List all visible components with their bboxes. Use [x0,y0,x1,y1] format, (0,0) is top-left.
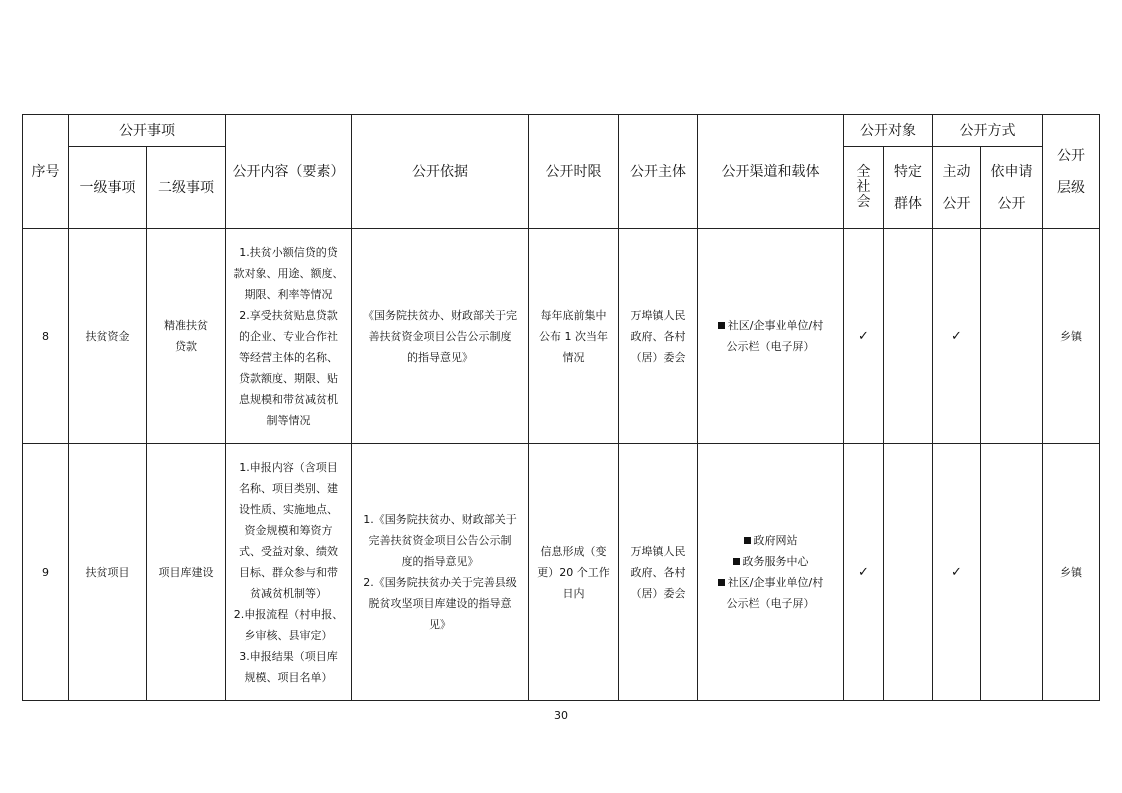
row-content-line: 设性质、实施地点、 [239,502,338,516]
row-basis-line: 善扶贫资金项目公告公示制度 [368,329,512,343]
row-channel-item: 公示栏（电子屏） [726,597,815,610]
header-channel: 公开渠道和载体 [698,115,844,229]
row-level: 乡镇 [1043,444,1100,701]
header-target-specific-line-1: 特定 [894,163,922,180]
row-content-line: 期限、利率等情况 [244,287,333,301]
row-level2-line: 项目库建设 [158,565,214,579]
header-target-specific [884,147,933,229]
row-content-line: 制等情况 [266,413,311,427]
row-level2 [147,229,226,444]
header-level-line-2: 层级 [1057,179,1085,196]
row-subject-line: 政府、各村 [630,565,686,579]
row-content-line: 2.申报流程（村申报、 [233,607,344,621]
row-basis-line: 2.《国务院扶贫办关于完善县级 [363,576,517,589]
row-time-limit-line: 情况 [562,350,585,364]
header-target-all [844,147,884,229]
row-subject-line: 政府、各村 [630,329,686,343]
row-basis-line: 完善扶贫资金项目公告公示制 [368,534,512,547]
row-subject-line: 万埠镇人民 [630,308,686,322]
header-target-all-char-1: 全 [856,164,871,180]
row-content-line: 等经营主体的名称、 [239,350,338,364]
row-basis [352,229,529,444]
header-seq: 序号 [23,115,69,229]
row-method-apply-check [981,444,1043,701]
header-target-specific-line-2: 群体 [894,195,922,212]
row-time-limit-line: 日内 [562,586,585,600]
header-items-group: 公开事项 [69,115,226,147]
table-row [23,444,1100,701]
row-channel-item: 社区/企事业单位/村 [698,315,843,336]
header-method-active-line-1: 主动 [942,163,971,180]
row-method-apply-check [981,229,1043,444]
row-content-line: 息规模和带贫减贫机 [239,392,338,406]
row-content-line: 2.享受扶贫贴息贷款 [239,308,338,322]
header-subject: 公开主体 [619,115,698,229]
row-level2-line: 贷款 [175,340,197,353]
row-seq: 9 [23,444,69,701]
header-level2: 二级事项 [147,147,226,229]
header-basis: 公开依据 [352,115,529,229]
row-target-specific-check [884,229,933,444]
row-basis-line: 1.《国务院扶贫办、财政部关于 [363,513,517,526]
row-subject [619,229,698,444]
row-subject-line: 万埠镇人民 [630,544,686,558]
row-channel [698,229,844,444]
header-level1: 一级事项 [69,147,147,229]
row-level: 乡镇 [1043,229,1100,444]
row-content [226,444,352,701]
row-level1: 扶贫项目 [69,444,147,701]
page-number: 30 [554,709,568,722]
row-basis-line: 度的指导意见》 [401,555,479,568]
row-content [226,229,352,444]
row-content-line: 目标、群众参与和带 [239,565,338,579]
row-level2-line: 精准扶贫 [164,319,208,332]
row-channel-item: 公示栏（电子屏） [726,340,815,353]
header-target-all-char-2: 社 [856,179,871,195]
row-content-line: 名称、项目类别、建 [239,481,338,495]
row-level1: 扶贫资金 [69,229,147,444]
row-target-specific-check [884,444,933,701]
row-subject [619,444,698,701]
header-method-apply [981,147,1043,229]
disclosure-table [22,114,1100,701]
row-time-limit-line: 公布 1 次当年 [539,329,608,343]
row-channel-item: 社区/企事业单位/村 [698,572,843,593]
row-content-line: 的企业、专业合作社 [239,329,338,343]
row-time-limit [529,444,619,701]
row-content-line: 资金规模和筹资方 [244,523,333,537]
row-method-active-check: ✓ [933,229,981,444]
header-row-1 [23,115,1100,147]
row-time-limit-line: 更）20 个工作 [537,565,610,579]
header-method-group: 公开方式 [933,115,1043,147]
row-content-line: 式、受益对象、绩效 [239,544,338,558]
row-content-line: 贷款额度、期限、贴 [239,371,338,385]
row-content-line: 1.扶贫小额信贷的贷 [239,245,338,259]
header-level [1043,115,1100,229]
row-subject-line: （居）委会 [630,586,686,600]
row-content-line: 1.申报内容（含项目 [239,460,338,474]
header-target-all-char-3: 会 [856,194,871,210]
header-content: 公开内容（要素） [226,115,352,229]
header-time-limit: 公开时限 [529,115,619,229]
row-target-all-check: ✓ [844,229,884,444]
row-time-limit-line: 每年底前集中 [540,308,607,322]
header-target-group: 公开对象 [844,115,933,147]
row-content-line: 3.申报结果（项目库 [239,649,338,663]
row-content-line: 乡审核、县审定） [244,628,333,642]
row-content-line: 规模、项目名单） [244,670,333,684]
row-time-limit [529,229,619,444]
header-level-line-1: 公开 [1057,147,1085,164]
row-time-limit-line: 信息形成（变 [540,544,607,558]
row-basis [352,444,529,701]
row-basis-line: 《国务院扶贫办、财政部关于完 [363,308,517,322]
row-seq: 8 [23,229,69,444]
row-basis-line: 见》 [429,618,451,631]
row-channel-item: 政务服务中心 [698,551,843,572]
row-method-active-check: ✓ [933,444,981,701]
header-method-apply-line-1: 依申请 [990,163,1033,180]
row-channel-item: 政府网站 [698,530,843,551]
row-channel [698,444,844,701]
row-target-all-check: ✓ [844,444,884,701]
row-subject-line: （居）委会 [630,350,686,364]
table-row [23,229,1100,444]
row-basis-line: 的指导意见》 [407,350,473,364]
row-content-line: 款对象、用途、额度、 [233,266,344,280]
header-method-active [933,147,981,229]
row-basis-line: 脱贫攻坚项目库建设的指导意 [368,597,512,610]
header-method-active-line-2: 公开 [942,195,971,212]
header-method-apply-line-2: 公开 [997,195,1026,212]
row-level2 [147,444,226,701]
row-content-line: 贫减贫机制等） [250,586,327,600]
